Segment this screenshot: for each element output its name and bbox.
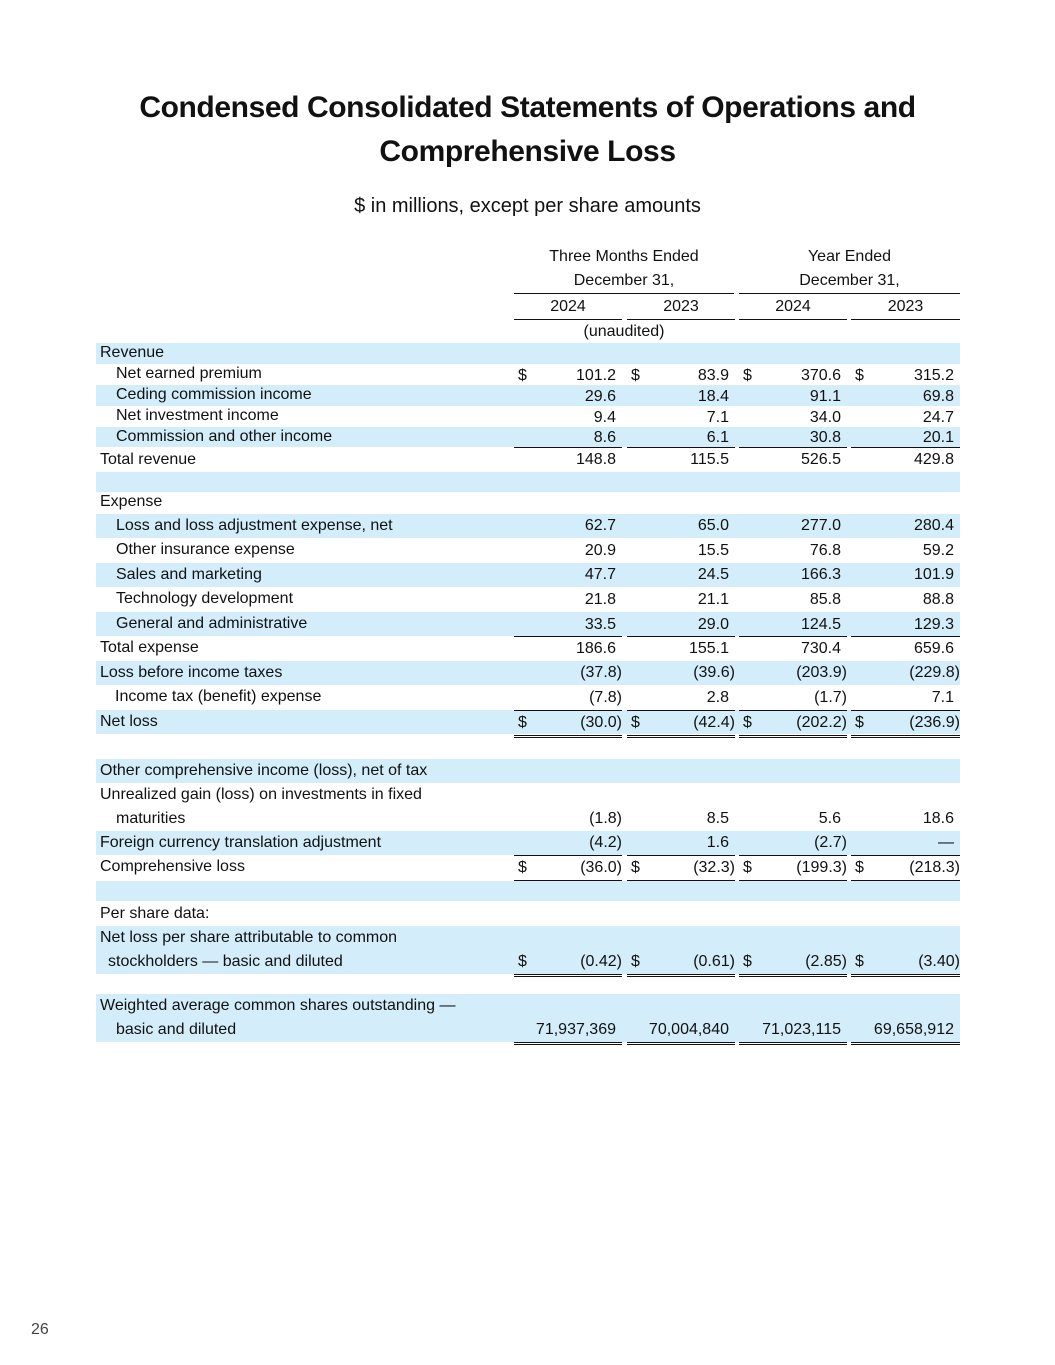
value-cell (739, 855, 847, 883)
value-cell (627, 783, 735, 831)
cell-value: 370.6 (800, 367, 841, 384)
cell-value: 101.2 (575, 367, 616, 384)
value-cell (514, 661, 622, 685)
value-cell (514, 538, 622, 563)
value-cell (514, 710, 622, 738)
cell-value: 7.1 (706, 409, 729, 426)
row-label: Ceding commission income (116, 386, 312, 403)
cell-value: (7.8) (589, 689, 622, 706)
cell-value: 129.3 (913, 616, 954, 633)
value-cell (514, 831, 622, 855)
value-cell (739, 587, 847, 612)
cell-value: (229.8) (909, 664, 960, 681)
cell-value: 88.8 (922, 591, 954, 608)
row-label: Net earned premium (116, 365, 262, 382)
cell-value: 186.6 (575, 640, 616, 657)
cell-value: (39.6) (693, 664, 735, 681)
cell-value: (218.3) (909, 859, 960, 876)
spacer-row (96, 881, 960, 901)
currency-symbol: $ (855, 953, 864, 970)
cell-value: (1.8) (589, 810, 622, 827)
cell-value: (2.85) (805, 953, 847, 970)
unaudited-note: (unaudited) (583, 323, 665, 340)
cell-value: 83.9 (697, 367, 729, 384)
value-cell (739, 926, 847, 977)
cell-value: 29.6 (584, 388, 616, 405)
value-cell (739, 427, 847, 448)
value-cell (739, 385, 847, 406)
value-cell (851, 427, 960, 448)
value-cell (627, 427, 735, 448)
value-cell (851, 855, 960, 883)
year-divider (851, 319, 960, 320)
cell-value: 24.5 (697, 566, 729, 583)
header-three-months-line1: Three Months Ended (549, 248, 699, 265)
row-general-administrative (96, 612, 960, 636)
cell-value: 148.8 (575, 451, 616, 468)
currency-symbol: $ (743, 859, 752, 876)
value-cell (514, 685, 622, 710)
page-subtitle: $ in millions, except per share amounts (354, 195, 701, 217)
row-label: Sales and marketing (116, 566, 262, 583)
value-cell (851, 636, 960, 661)
currency-symbol: $ (631, 714, 640, 731)
value-cell (627, 855, 735, 883)
currency-symbol: $ (518, 714, 527, 731)
cell-value: 24.7 (922, 409, 954, 426)
value-cell (739, 538, 847, 563)
value-cell (514, 364, 622, 385)
cell-value: 101.9 (913, 566, 954, 583)
row-unrealized-gain (96, 783, 960, 831)
cell-value: 70,004,840 (648, 1021, 729, 1038)
value-cell (627, 710, 735, 738)
row-label: Net loss (100, 713, 158, 730)
header-year-q-2024: 2024 (550, 298, 586, 315)
value-cell (851, 685, 960, 710)
value-cell (851, 514, 960, 538)
value-cell (851, 406, 960, 427)
row-net-loss (96, 710, 960, 734)
currency-symbol: $ (743, 953, 752, 970)
cell-value: 21.8 (584, 591, 616, 608)
cell-value: 34.0 (809, 409, 841, 426)
cell-value: 280.4 (913, 517, 954, 534)
value-cell (851, 783, 960, 831)
page-title (0, 86, 1055, 174)
row-label: Unrealized gain (loss) on investments in fixed maturities (100, 786, 422, 827)
value-cell (627, 661, 735, 685)
cell-value: (1.7) (814, 689, 847, 706)
row-comprehensive-loss (96, 855, 960, 879)
row-label: Total expense (100, 639, 199, 656)
value-cell (739, 685, 847, 710)
cell-value: (0.61) (693, 953, 735, 970)
cell-value: (32.3) (693, 859, 735, 876)
currency-symbol: $ (855, 367, 864, 384)
row-label: Comprehensive loss (100, 858, 245, 875)
row-net-earned-premium (96, 364, 960, 385)
cell-value: (3.40) (918, 953, 960, 970)
header-year-ended-line1: Year Ended (807, 248, 892, 265)
value-cell (514, 636, 622, 661)
value-cell (514, 855, 622, 883)
value-cell (851, 587, 960, 612)
currency-symbol: $ (518, 367, 527, 384)
cell-value: 85.8 (809, 591, 841, 608)
value-cell (514, 385, 622, 406)
value-cell (739, 448, 847, 472)
value-cell (739, 636, 847, 661)
currency-symbol: $ (743, 367, 752, 384)
row-net-investment-income (96, 406, 960, 427)
currency-symbol: $ (743, 714, 752, 731)
cell-value: 166.3 (800, 566, 841, 583)
cell-value: (203.9) (796, 664, 847, 681)
cell-value: 7.1 (931, 689, 954, 706)
row-income-tax-expense (96, 685, 960, 710)
cell-value: — (938, 834, 954, 851)
row-label: Loss and loss adjustment expense, net (116, 517, 393, 534)
value-cell (739, 406, 847, 427)
value-cell (514, 783, 622, 831)
cell-value: 277.0 (800, 517, 841, 534)
value-cell (851, 831, 960, 855)
header-year-y-2023: 2023 (887, 298, 924, 315)
value-cell (627, 636, 735, 661)
value-cell (739, 831, 847, 855)
value-cell (627, 587, 735, 612)
row-label: Net loss per share attributable to common stockholders — basic and diluted (100, 929, 398, 970)
row-total-revenue (96, 448, 960, 472)
currency-symbol: $ (855, 859, 864, 876)
cell-value: 91.1 (809, 388, 841, 405)
value-cell (514, 926, 622, 977)
cell-value: 69.8 (922, 388, 954, 405)
cell-value: (202.2) (796, 714, 847, 731)
year-divider (739, 319, 847, 320)
currency-symbol: $ (631, 859, 640, 876)
section-header-oci (96, 759, 960, 783)
cell-value: 5.6 (818, 810, 841, 827)
cell-value: 30.8 (809, 429, 841, 446)
row-label: Other comprehensive income (loss), net of tax (100, 762, 428, 779)
value-cell (627, 538, 735, 563)
value-cell (739, 783, 847, 831)
row-other-insurance-expense (96, 538, 960, 563)
cell-value: 69,658,912 (873, 1021, 954, 1038)
row-weighted-average-shares (96, 994, 960, 1042)
section-header-per-share (96, 901, 960, 926)
value-cell (739, 514, 847, 538)
cell-value: 18.4 (697, 388, 729, 405)
cell-value: (4.2) (589, 834, 622, 851)
cell-value: 71,937,369 (535, 1021, 616, 1038)
cell-value: 76.8 (809, 542, 841, 559)
row-commission-other-income (96, 427, 960, 447)
cell-value: (30.0) (580, 714, 622, 731)
cell-value: 20.1 (922, 429, 954, 446)
value-cell (627, 994, 735, 1045)
cell-value: 8.6 (593, 429, 616, 446)
currency-symbol: $ (631, 953, 640, 970)
cell-value: 526.5 (800, 451, 841, 468)
header-year-y-2024: 2024 (775, 298, 811, 315)
value-cell (851, 994, 960, 1045)
cell-value: 429.8 (913, 451, 954, 468)
value-cell (851, 563, 960, 587)
currency-symbol: $ (855, 714, 864, 731)
value-cell (627, 364, 735, 385)
row-label: Net investment income (116, 407, 279, 424)
cell-value: 315.2 (913, 367, 954, 384)
value-cell (627, 685, 735, 710)
cell-value: 9.4 (593, 409, 616, 426)
row-label: Expense (100, 493, 163, 510)
cell-value: 65.0 (697, 517, 729, 534)
cell-value: 8.5 (706, 810, 729, 827)
cell-value: 155.1 (688, 640, 729, 657)
value-cell (739, 661, 847, 685)
page-title-line2: Comprehensive Loss (379, 135, 676, 168)
value-cell (851, 710, 960, 738)
row-label: Other insurance expense (116, 541, 295, 558)
value-cell (739, 563, 847, 587)
page-number: 26 (31, 1321, 49, 1338)
section-header-revenue (96, 343, 960, 364)
row-label: Loss before income taxes (100, 664, 283, 681)
cell-value: 33.5 (584, 616, 616, 633)
row-net-loss-per-share (96, 926, 960, 974)
cell-value: 730.4 (800, 640, 841, 657)
row-sales-marketing (96, 563, 960, 587)
cell-value: (199.3) (796, 859, 847, 876)
cell-value: 71,023,115 (762, 1021, 841, 1038)
cell-value: 15.5 (697, 542, 729, 559)
value-cell (851, 926, 960, 977)
row-technology-development (96, 587, 960, 612)
value-cell (514, 994, 622, 1045)
value-cell (851, 448, 960, 472)
cell-value: 59.2 (922, 542, 954, 559)
value-cell (627, 612, 735, 637)
value-cell (851, 364, 960, 385)
row-label: Technology development (116, 590, 294, 607)
value-cell (627, 514, 735, 538)
row-total-expense (96, 636, 960, 661)
row-label: Weighted average common shares outstanding — basic and diluted (100, 997, 456, 1038)
header-divider-year-ended (739, 293, 960, 294)
value-cell (514, 514, 622, 538)
cell-value: (37.8) (580, 664, 622, 681)
cell-value: 659.6 (913, 640, 954, 657)
value-cell (627, 448, 735, 472)
cell-value: 18.6 (922, 810, 954, 827)
cell-value: (42.4) (693, 714, 735, 731)
cell-value: 20.9 (584, 542, 616, 559)
cell-value: 47.7 (584, 566, 616, 583)
row-foreign-currency-translation (96, 831, 960, 855)
value-cell (627, 563, 735, 587)
row-label: Total revenue (100, 451, 197, 468)
cell-value: 21.1 (697, 591, 729, 608)
value-cell (851, 661, 960, 685)
row-label: Foreign currency translation adjustment (100, 834, 382, 851)
value-cell (627, 385, 735, 406)
value-cell (514, 612, 622, 637)
cell-value: 62.7 (584, 517, 616, 534)
currency-symbol: $ (518, 953, 527, 970)
value-cell (851, 538, 960, 563)
row-label: Commission and other income (116, 428, 333, 445)
value-cell (627, 831, 735, 855)
cell-value: 1.6 (706, 834, 729, 851)
row-label: Income tax (benefit) expense (115, 688, 322, 705)
cell-value: 29.0 (697, 616, 729, 633)
currency-symbol: $ (631, 367, 640, 384)
section-header-expense (96, 492, 960, 514)
value-cell (514, 587, 622, 612)
cell-value: 6.1 (706, 429, 729, 446)
value-cell (739, 364, 847, 385)
value-cell (514, 427, 622, 448)
row-label: Revenue (100, 344, 165, 361)
cell-value: (236.9) (909, 714, 960, 731)
cell-value: 124.5 (800, 616, 841, 633)
value-cell (739, 710, 847, 738)
row-label: General and administrative (116, 615, 308, 632)
header-year-q-2023: 2023 (663, 298, 699, 315)
cell-value: (2.7) (814, 834, 847, 851)
cell-value: 115.5 (690, 451, 729, 468)
header-divider-three-months (514, 293, 734, 294)
cell-value: (0.42) (580, 953, 622, 970)
page-title-line1: Condensed Consolidated Statements of Operations and (139, 91, 916, 124)
row-ceding-commission (96, 385, 960, 406)
row-loss-adjustment-expense (96, 514, 960, 538)
currency-symbol: $ (518, 859, 527, 876)
value-cell (514, 406, 622, 427)
value-cell (739, 612, 847, 637)
cell-value: (36.0) (580, 859, 622, 876)
value-cell (739, 994, 847, 1045)
value-cell (514, 563, 622, 587)
row-label: Per share data: (100, 905, 210, 922)
value-cell (851, 385, 960, 406)
value-cell (627, 926, 735, 977)
value-cell (514, 448, 622, 472)
row-loss-before-income-taxes (96, 661, 960, 685)
cell-value: 2.8 (706, 689, 729, 706)
header-three-months-line2: December 31, (573, 272, 675, 289)
value-cell (851, 612, 960, 637)
spacer-row (96, 472, 960, 492)
value-cell (627, 406, 735, 427)
header-year-ended-line2: December 31, (799, 272, 900, 289)
